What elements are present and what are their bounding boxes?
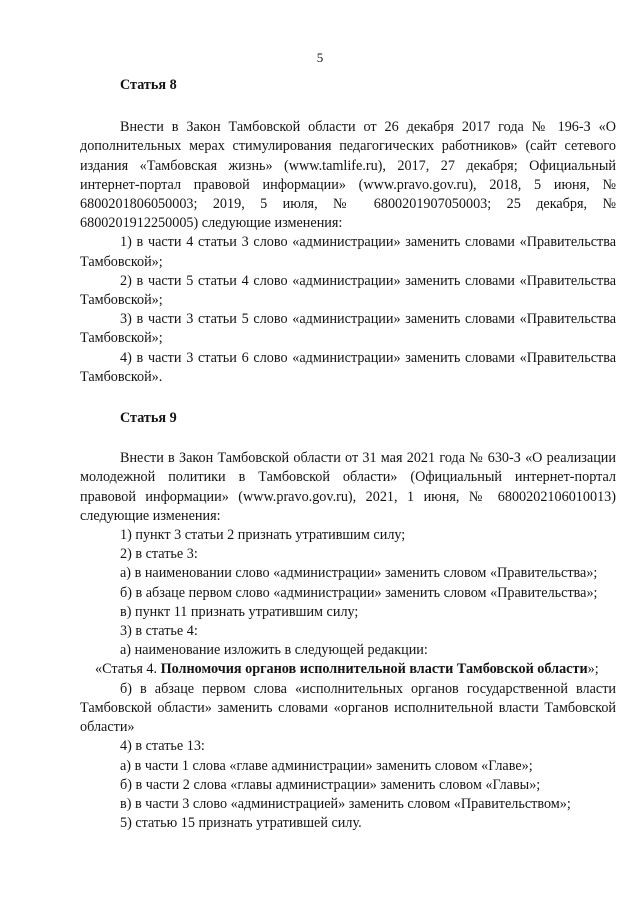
document-body — [80, 76, 616, 833]
article-9-item-2v: в) пункт 11 признать утратившим силу; — [120, 603, 359, 620]
article-9-item-1: 1) пункт 3 статьи 2 признать утратившим силу; — [120, 527, 406, 544]
article-8-item-4: 4) в части 3 статьи 6 слово «администрации» заменить словами «Правительства Тамбовской». — [80, 349, 616, 385]
article-8-intro: Внести в Закон Тамбовской области от 26 декабря 2017 года № 196-З «О дополнительных мерах стимулирования педагогических работников» (сайт сетевого издания «Тамбовская жизнь» (www.tamlife.ru), 2017, 27 декабря; Официальный интернет-портал правовой информации» (www.pravo.gov.ru), 2018, 5 июня, № 6800201806050003; 2019, 5 июля, № 6800201907050003; 25 декабря, № 6800201912250005) следующие изменения: — [80, 119, 616, 232]
article-8-heading: Статья 8 — [120, 77, 177, 93]
article-9-item-2b: б) в абзаце первом слово «администрации» заменить словом «Правительства»; — [120, 584, 598, 601]
article-9-quote — [80, 660, 616, 679]
article-8-item-2: 2) в части 5 статьи 4 слово «администрации» заменить словами «Правительства Тамбовской»; — [80, 272, 616, 309]
article-9-item-4a: а) в части 1 слова «главе администрации» заменить словом «Главе»; — [120, 757, 533, 774]
article-8-item-3: 3) в части 3 статьи 5 слово «администрации» заменить словами «Правительства Тамбовской»; — [80, 311, 616, 347]
article-9-item-3: 3) в статье 4: — [120, 623, 198, 640]
article-9-item-2a: а) в наименовании слово «администрации» заменить словом «Правительства»; — [120, 565, 598, 582]
quote-prefix: «Статья 4. — [95, 661, 161, 678]
quote-suffix: »; — [587, 661, 599, 678]
article-9-item-5: 5) статью 15 признать утратившей силу. — [120, 815, 362, 832]
article-9-heading: Статья 9 — [120, 410, 177, 427]
article-9 — [80, 409, 616, 833]
article-9-item-3b: б) в абзаце первом слова «исполнительных органов государственной власти Тамбовской области» заменить словами «органов исполнительной власти Тамбовской области» — [80, 680, 616, 736]
article-9-item-2: 2) в статье 3: — [120, 546, 198, 563]
article-9-item-4b: б) в части 2 слова «главы администрации» заменить словом «Главы»; — [120, 776, 541, 793]
quote-bold-title: Полномочия органов исполнительной власти Тамбовской области — [160, 661, 588, 678]
article-8 — [80, 76, 616, 387]
article-9-item-4: 4) в статье 13: — [120, 738, 205, 755]
article-9-item-4v: в) в части 3 слово «администрацией» заменить словом «Правительством»; — [120, 795, 571, 812]
article-9-item-3a: а) наименование изложить в следующей редакции: — [120, 642, 428, 659]
article-9-intro: Внести в Закон Тамбовской области от 31 мая 2021 года № 630-З «О реализации молодежной политики в Тамбовской области» (Официальный интернет-портал правовой информации» (www.pravo.gov.ru), 2021, 1 июня, № 6800202106010013) следующие изменения: — [80, 450, 616, 524]
article-8-item-1: 1) в части 4 статьи 3 слово «администрации» заменить словами «Правительства Тамбовской»; — [80, 234, 616, 270]
page-number: 5 — [316, 50, 324, 65]
